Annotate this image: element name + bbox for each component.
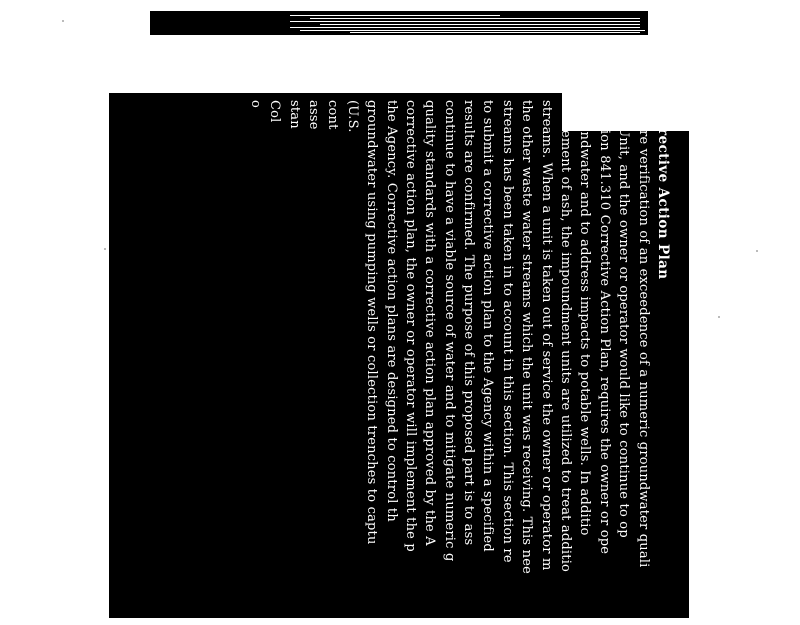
text-line: the Unit, and the owner or operator would like to continue to op (616, 100, 632, 538)
banner-strip (290, 27, 640, 28)
rotated-text-block (92, 100, 672, 625)
text-line: groundwater and to address impacts to potable wells. In additio (577, 100, 593, 536)
banner-strip (350, 32, 640, 33)
banner-strip (320, 24, 640, 25)
scanned-page (109, 93, 671, 618)
text-line: streams has been taken in to account in this section. This section re (499, 100, 515, 563)
text-line: Where verification of an exceedence of a numeric groundwater quali (635, 100, 651, 568)
text-line: stan (286, 100, 302, 129)
text-line: Section 841.310 Corrective Action Plan, requires the owner or ope (596, 100, 612, 555)
scan-speck (62, 20, 64, 22)
text-line: cont (325, 100, 341, 130)
text-line: quality standards with a corrective action plan approved by the A (422, 100, 438, 546)
text-line: o (247, 100, 263, 109)
text-line: Col (267, 100, 283, 123)
text-line: results are confirmed. The purpose of this proposed part is to ass (461, 100, 477, 546)
banner-strip (290, 21, 640, 22)
text-line: continue to have a viable source of water and to mitigate numeric g (441, 100, 457, 562)
text-line: (U.S. (344, 100, 360, 133)
text-line: the other waste water streams which the unit was receiving. This nee (519, 100, 535, 574)
text-line: groundwater using pumping wells or collection trenches to captu (364, 100, 380, 545)
scan-speck (718, 316, 720, 318)
scan-speck (756, 250, 758, 252)
text-line: streams. When a unit is taken out of service the owner or operator m (538, 100, 554, 571)
text-line: the Agency. Corrective action plans are designed to control th (383, 100, 399, 522)
banner-strip (310, 18, 640, 19)
text-line: asse (305, 100, 321, 130)
top-banner (150, 11, 648, 35)
text-line: corrective action plan, the owner or operator will implement the p (402, 100, 418, 552)
section-heading: Corrective Action Plan (655, 100, 671, 280)
banner-strip (290, 15, 500, 16)
text-line: to submit a corrective action plan to the Agency within a specified (480, 100, 496, 552)
scan-speck (104, 248, 106, 250)
banner-strip (300, 30, 645, 31)
text-line: settlement of ash, the impoundment units are utilized to treat additio (558, 100, 574, 573)
